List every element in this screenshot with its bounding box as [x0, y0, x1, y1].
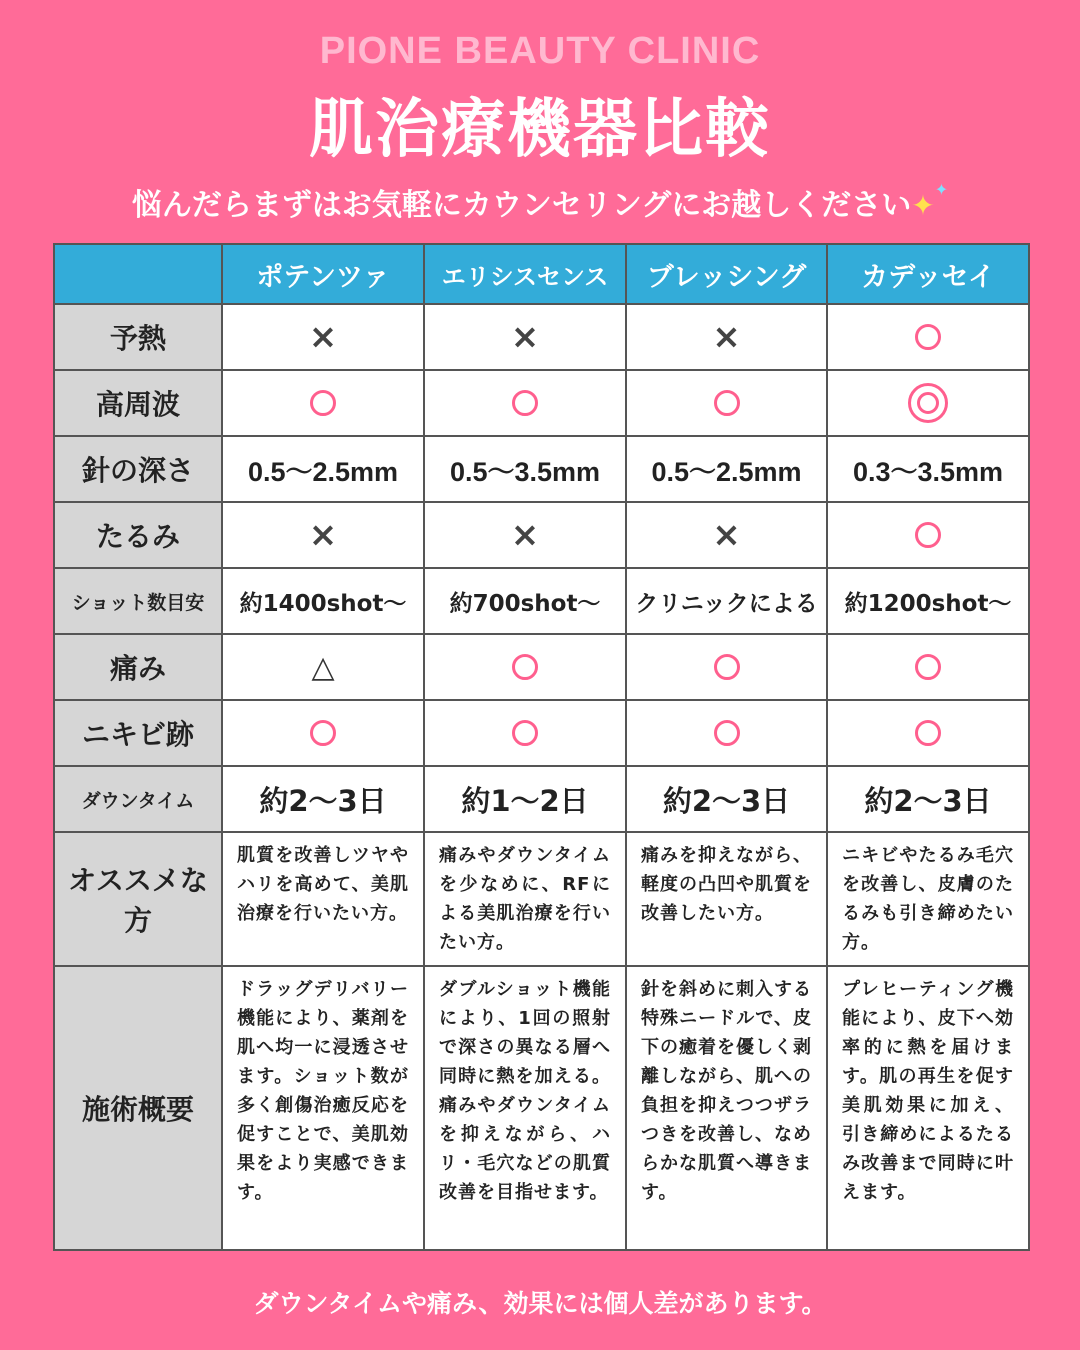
cell-shots-blessing: クリニックによる [626, 568, 827, 634]
row-label-recommend: オススメな方 [54, 832, 222, 966]
cell-rf-elysis [424, 370, 626, 436]
cell-sagging-cadessey [827, 502, 1029, 568]
double-circle-icon [908, 383, 948, 423]
cell-acne-elysis [424, 700, 626, 766]
cell-acne-blessing [626, 700, 827, 766]
circle-icon [714, 390, 740, 416]
cell-depth-cadessey: 0.3〜3.5mm [827, 436, 1029, 502]
disclaimer: ダウンタイムや痛み、効果には個人差があります。 [253, 1289, 827, 1318]
circle-icon [915, 324, 941, 350]
cell-pain-elysis [424, 634, 626, 700]
cross-icon: × [308, 317, 338, 357]
table-row [54, 966, 1029, 1250]
page-title: 肌治療機器比較 [309, 93, 771, 167]
row-label-shots: ショット数目安 [54, 568, 222, 634]
circle-icon [915, 720, 941, 746]
triangle-icon: △ [311, 649, 335, 685]
table-row [54, 370, 1029, 436]
table-header-row [54, 244, 1029, 304]
column-header-elysis-sense: エリシスセンス [424, 244, 626, 304]
cell-rf-blessing [626, 370, 827, 436]
cell-preheat-blessing [626, 304, 827, 370]
cell-recommend-cadessey: ニキビやたるみ毛穴を改善し、皮膚のたるみも引き締めたい方。 [827, 832, 1029, 966]
subtitle-text: 悩んだらまずはお気軽にカウンセリングにお越しください [131, 188, 912, 223]
table-row [54, 700, 1029, 766]
row-label-overview: 施術概要 [54, 966, 222, 1250]
cell-rf-potenza [222, 370, 424, 436]
cell-overview-cadessey: プレヒーティング機能により、皮下へ効率的に熱を届けます。肌の再生を促す美肌効果に加え、引き締めによるたるみ改善まで同時に叶えます。 [827, 966, 1029, 1250]
cell-pain-cadessey [827, 634, 1029, 700]
cell-preheat-cadessey [827, 304, 1029, 370]
cell-depth-potenza: 0.5〜2.5mm [222, 436, 424, 502]
cell-acne-potenza [222, 700, 424, 766]
circle-icon [512, 654, 538, 680]
row-label-rf: 高周波 [54, 370, 222, 436]
circle-icon [915, 522, 941, 548]
table-row [54, 436, 1029, 502]
cell-recommend-blessing: 痛みを抑えながら、軽度の凸凹や肌質を改善したい方。 [626, 832, 827, 966]
column-header-potenza: ポテンツァ [222, 244, 424, 304]
table-row [54, 766, 1029, 832]
cell-downtime-potenza: 約2〜3日 [222, 766, 424, 832]
cell-sagging-potenza [222, 502, 424, 568]
circle-icon [915, 654, 941, 680]
cell-sagging-elysis [424, 502, 626, 568]
table-row [54, 304, 1029, 370]
comparison-table [53, 243, 1030, 1251]
column-header-cadessey: カデッセイ [827, 244, 1029, 304]
cell-preheat-elysis [424, 304, 626, 370]
circle-icon [310, 720, 336, 746]
header-corner [54, 244, 222, 304]
subtitle [0, 180, 1080, 224]
cross-icon: × [712, 515, 741, 555]
row-label-downtime: ダウンタイム [54, 766, 222, 832]
cell-downtime-elysis: 約1〜2日 [424, 766, 626, 832]
cross-icon: × [308, 515, 338, 555]
cell-depth-blessing: 0.5〜2.5mm [626, 436, 827, 502]
cell-downtime-cadessey: 約2〜3日 [827, 766, 1029, 832]
cell-sagging-blessing [626, 502, 827, 568]
table-row [54, 502, 1029, 568]
row-label-preheat: 予熱 [54, 304, 222, 370]
cross-icon: × [510, 317, 540, 357]
circle-icon [512, 720, 538, 746]
cell-pain-blessing [626, 634, 827, 700]
row-label-depth: 針の深さ [54, 436, 222, 502]
cell-rf-cadessey [827, 370, 1029, 436]
sparkle-icon: ✦ [911, 189, 935, 222]
cell-acne-cadessey [827, 700, 1029, 766]
cell-shots-potenza: 約1400shot〜 [222, 568, 424, 634]
brand-name: PIONE BEAUTY CLINIC [319, 30, 761, 72]
cell-downtime-blessing: 約2〜3日 [626, 766, 827, 832]
circle-icon [512, 390, 538, 416]
circle-icon [714, 654, 740, 680]
cell-overview-potenza: ドラッグデリバリー機能により、薬剤を肌へ均一に浸透させます。ショット数が多く創傷治癒反応を促すことで、美肌効果をより実感できます。 [222, 966, 424, 1250]
sparkle-small-icon: ✦ [934, 180, 949, 199]
cell-depth-elysis: 0.5〜3.5mm [424, 436, 626, 502]
cell-shots-cadessey: 約1200shot〜 [827, 568, 1029, 634]
cell-recommend-elysis: 痛みやダウンタイムを少なめに、RFによる美肌治療を行いたい方。 [424, 832, 626, 966]
column-header-blessing: ブレッシング [626, 244, 827, 304]
row-label-acne: ニキビ跡 [54, 700, 222, 766]
cell-preheat-potenza [222, 304, 424, 370]
circle-icon [310, 390, 336, 416]
cell-pain-potenza [222, 634, 424, 700]
row-label-sagging: たるみ [54, 502, 222, 568]
cross-icon: × [712, 317, 741, 357]
cross-icon: × [510, 515, 540, 555]
table-row [54, 832, 1029, 966]
cell-shots-elysis: 約700shot〜 [424, 568, 626, 634]
circle-icon [714, 720, 740, 746]
row-label-pain: 痛み [54, 634, 222, 700]
cell-recommend-potenza: 肌質を改善しツヤやハリを高めて、美肌治療を行いたい方。 [222, 832, 424, 966]
cell-overview-elysis: ダブルショット機能により、1回の照射で深さの異なる層へ同時に熱を加える。痛みやダウンタイムを抑えながら、ハリ・毛穴などの肌質改善を目指せます。 [424, 966, 626, 1250]
table-row [54, 634, 1029, 700]
table-row [54, 568, 1029, 634]
cell-overview-blessing: 針を斜めに刺入する特殊ニードルで、皮下の癒着を優しく剥離しながら、肌への負担を抑えつつザラつきを改善し、なめらかな肌質へ導きます。 [626, 966, 827, 1250]
